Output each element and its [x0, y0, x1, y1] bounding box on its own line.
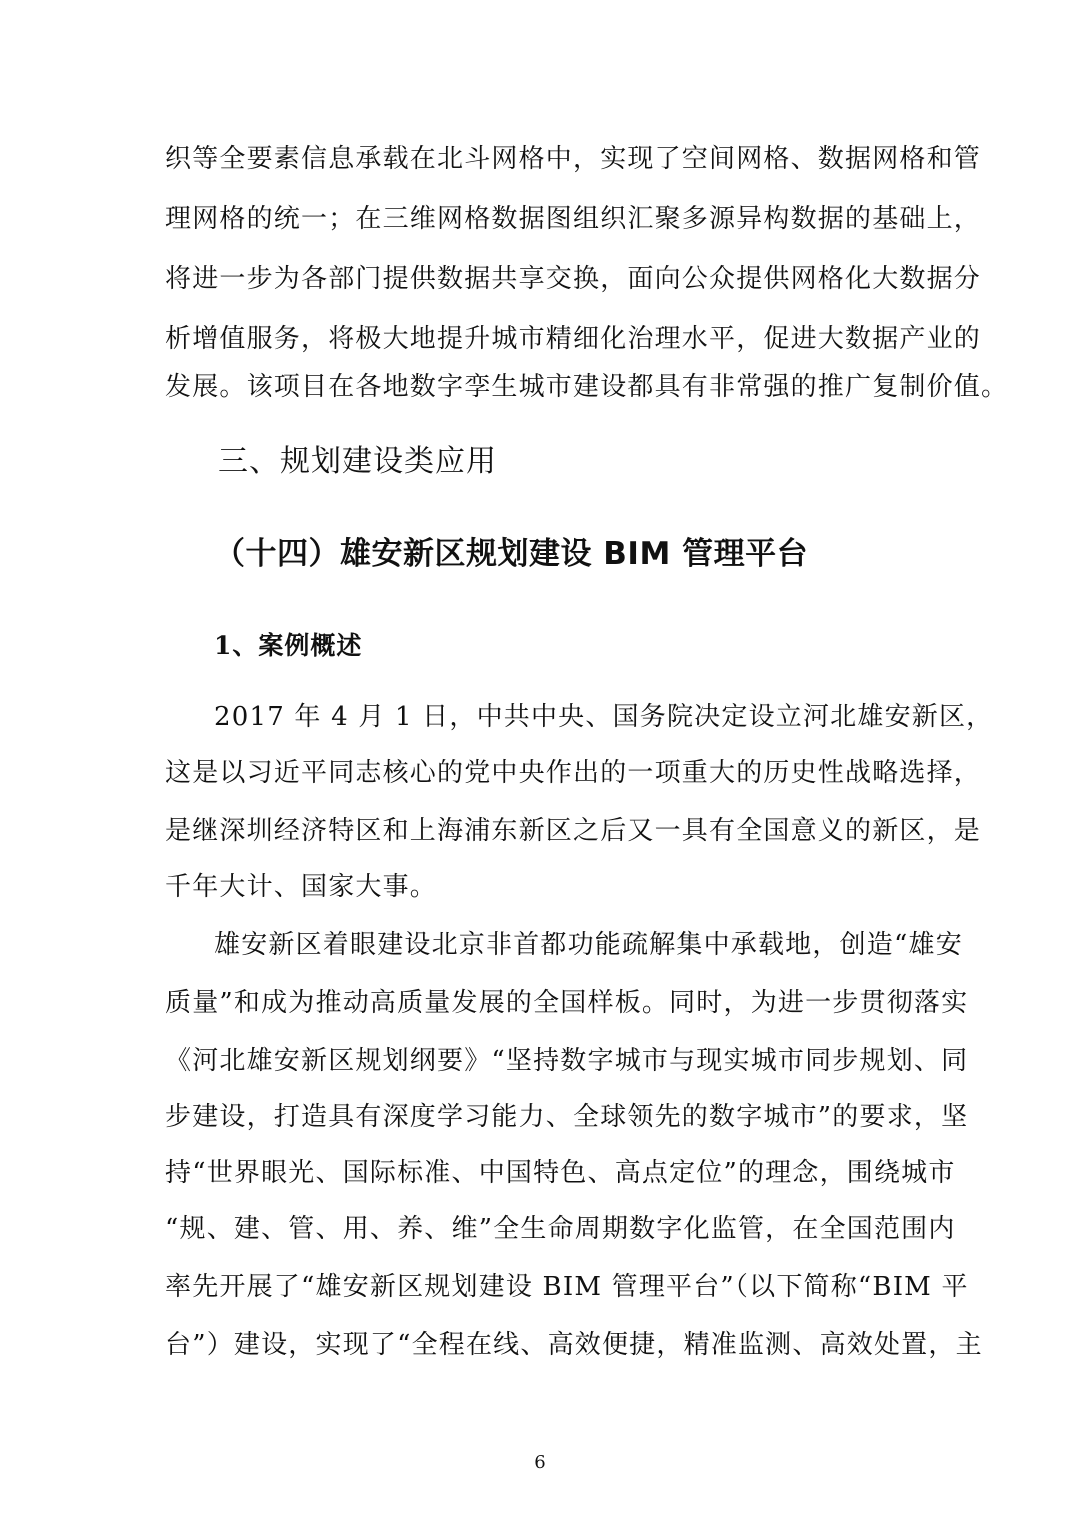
paragraph-line: 持“世界眼光、国际标准、中国特色、高点定位”的理念，围绕城市 [165, 1158, 956, 1188]
section-heading: 三、规划建设类应用 [218, 444, 497, 479]
paragraph-line: 质量”和成为推动高质量发展的全国样板。同时，为进一步贯彻落实 [165, 988, 969, 1018]
intro-line: 织等全要素信息承载在北斗网格中，实现了空间网格、数据网格和管 [165, 144, 982, 174]
paragraph-line: 雄安新区着眼建设北京非首都功能疏解集中承载地，创造“雄安 [214, 930, 963, 960]
intro-line: 理网格的统一；在三维网格数据图组织汇聚多源异构数据的基础上， [165, 204, 982, 234]
sub-heading: 1、案例概述 [214, 631, 363, 660]
paragraph-line: “规、建、管、用、养、维”全生命周期数字化监管，在全国范围内 [165, 1214, 956, 1244]
paragraph-line: 《河北雄安新区规划纲要》“坚持数字城市与现实城市同步规划、同 [165, 1046, 969, 1076]
intro-line: 发展。该项目在各地数字孪生城市建设都具有非常强的推广复制价值。 [165, 372, 1009, 402]
page-number: 6 [534, 1452, 546, 1473]
paragraph-line: 率先开展了“雄安新区规划建设 BIM 管理平台”（以下简称“BIM 平 [165, 1272, 969, 1302]
case-title: （十四）雄安新区规划建设 BIM 管理平台 [214, 536, 809, 572]
paragraph-line: 步建设，打造具有深度学习能力、全球领先的数字城市”的要求，坚 [165, 1102, 969, 1132]
intro-line: 析增值服务，将极大地提升城市精细化治理水平，促进大数据产业的 [165, 324, 982, 354]
intro-line: 将进一步为各部门提供数据共享交换，面向公众提供网格化大数据分 [165, 264, 982, 294]
paragraph-line: 2017 年 4 月 1 日，中共中央、国务院决定设立河北雄安新区， [214, 702, 994, 732]
paragraph-line: 台”）建设，实现了“全程在线、高效便捷，精准监测、高效处置，主 [165, 1330, 983, 1360]
paragraph-line: 是继深圳经济特区和上海浦东新区之后又一具有全国意义的新区，是 [165, 816, 982, 846]
paragraph-line: 这是以习近平同志核心的党中央作出的一项重大的历史性战略选择， [165, 758, 982, 788]
paragraph-line: 千年大计、国家大事。 [165, 872, 438, 902]
